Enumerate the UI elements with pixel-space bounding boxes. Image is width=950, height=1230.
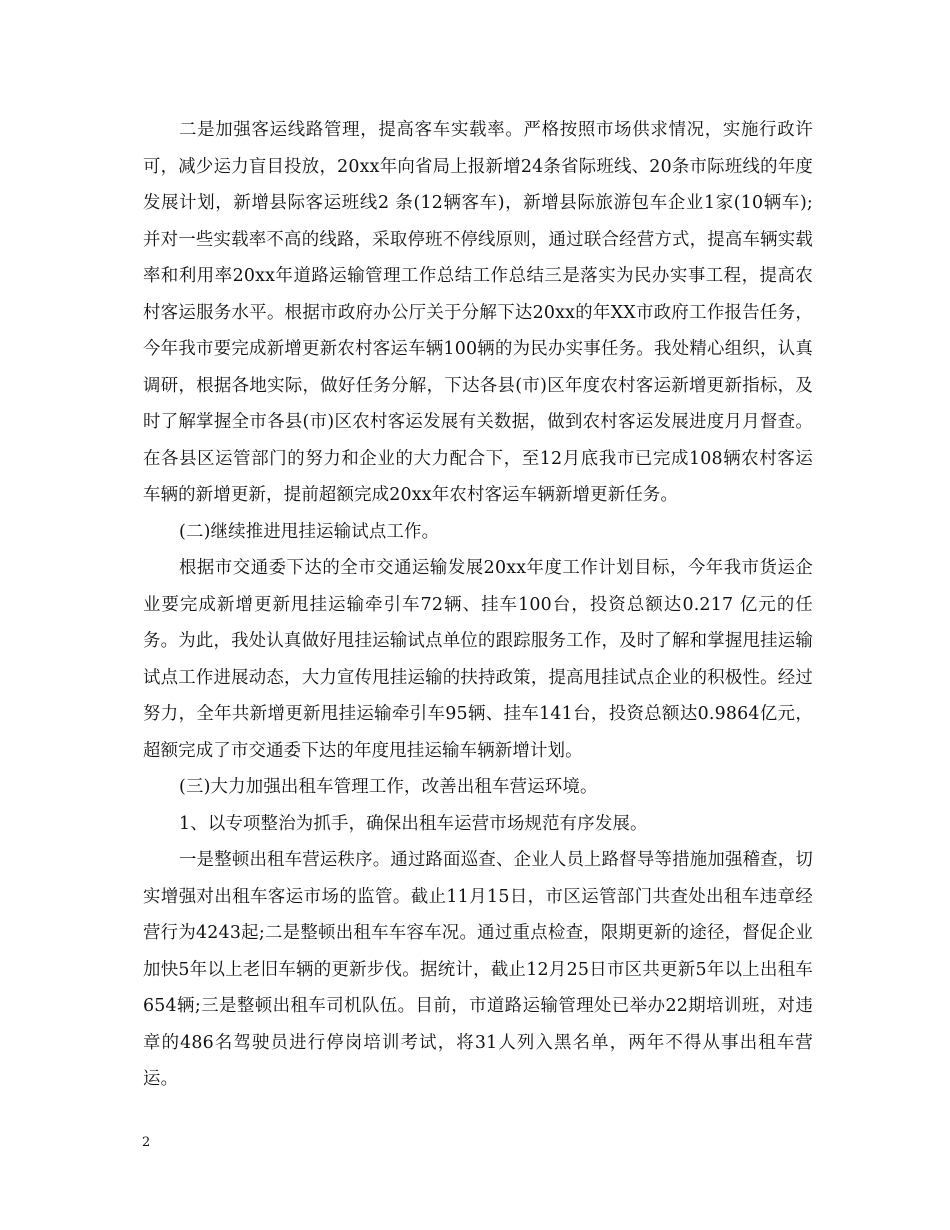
subsection-heading-special-rectification: 1、以专项整治为抓手，确保出租车运营市场规范有序发展。 bbox=[179, 813, 648, 834]
section-heading-taxi-management: (三)大力加强出租车管理工作，改善出租车营运环境。 bbox=[179, 777, 598, 797]
document-body bbox=[143, 112, 813, 1098]
paragraph-taxi-rectification: 一是整顿出租车营运秩序。通过路面巡查、企业人员上路督导等措施加强稽查，切实增强对出租车客运市场的监管。截止11月15日，市区运管部门共查处出租车违章经营行为4243起;二是整顿出租车车容车况。通过重点检查，限期更新的途径，督促企业加快5年以上老旧车辆的更新步伐。据统计，截止12月25日市区共更新5年以上出租车654辆;三是整顿出租车司机队伍。目前，市道路运输管理处已举办22期培训班，对违章的486名驾驶员进行停岗培训考试，将31人列入黑名单，两年不得从事出租车营运。 bbox=[143, 850, 813, 1089]
paragraph-passenger-routes: 二是加强客运线路管理，提高客车实载率。严格按照市场供求情况，实施行政许可，减少运力盲目投放，20xx年向省局上报新增24条省际班线、20条市际班线的年度发展计划，新增县际客运班线2 条(12辆客车)，新增县际旅游包车企业1家(10辆车);并对一些实载率不高的线路，采取停班不停线原则，通过联合经营方式，提高车辆实载率和利用率20xx年道路运输管理工作总结工作总结三是落实为民办实事工程，提高农村客运服务水平。根据市政府办公厅关于分解下达20xx的年XX市政府工作报告任务，今年我市要完成新增更新农村客运车辆100辆的为民办实事任务。我处精心组织，认真调研，根据各地实际，做好任务分解，下达各县(市)区年度农村客运新增更新指标，及时了解掌握全市各县(市)区农村客运发展有关数据，做到农村客运发展进度月月督查。在各县区运管部门的努力和企业的大力配合下，至12月底我市已完成108辆农村客运车辆的新增更新，提前超额完成20xx年农村客运车辆新增更新任务。 bbox=[143, 120, 813, 505]
paragraph-drop-and-hook: 根据市交通委下达的全市交通运输发展20xx年度工作计划目标，今年我市货运企业要完成新增更新甩挂运输牵引车72辆、挂车100台，投资总额达0.217 亿元的任务。为此，我处认真做好甩挂运输试点单位的跟踪服务工作，及时了解和掌握甩挂运输试点工作进展动态，大力宣传甩挂运输的扶持政策，提高甩挂试点企业的积极性。经过努力，全年共新增更新甩挂运输牵引车95辆、挂车141台，投资总额达0.9864亿元，超额完成了市交通委下达的年度甩挂运输车辆新增计划。 bbox=[143, 558, 813, 761]
section-heading-drop-and-hook: (二)继续推进甩挂运输试点工作。 bbox=[179, 521, 440, 542]
page-number: 2 bbox=[142, 1135, 151, 1150]
